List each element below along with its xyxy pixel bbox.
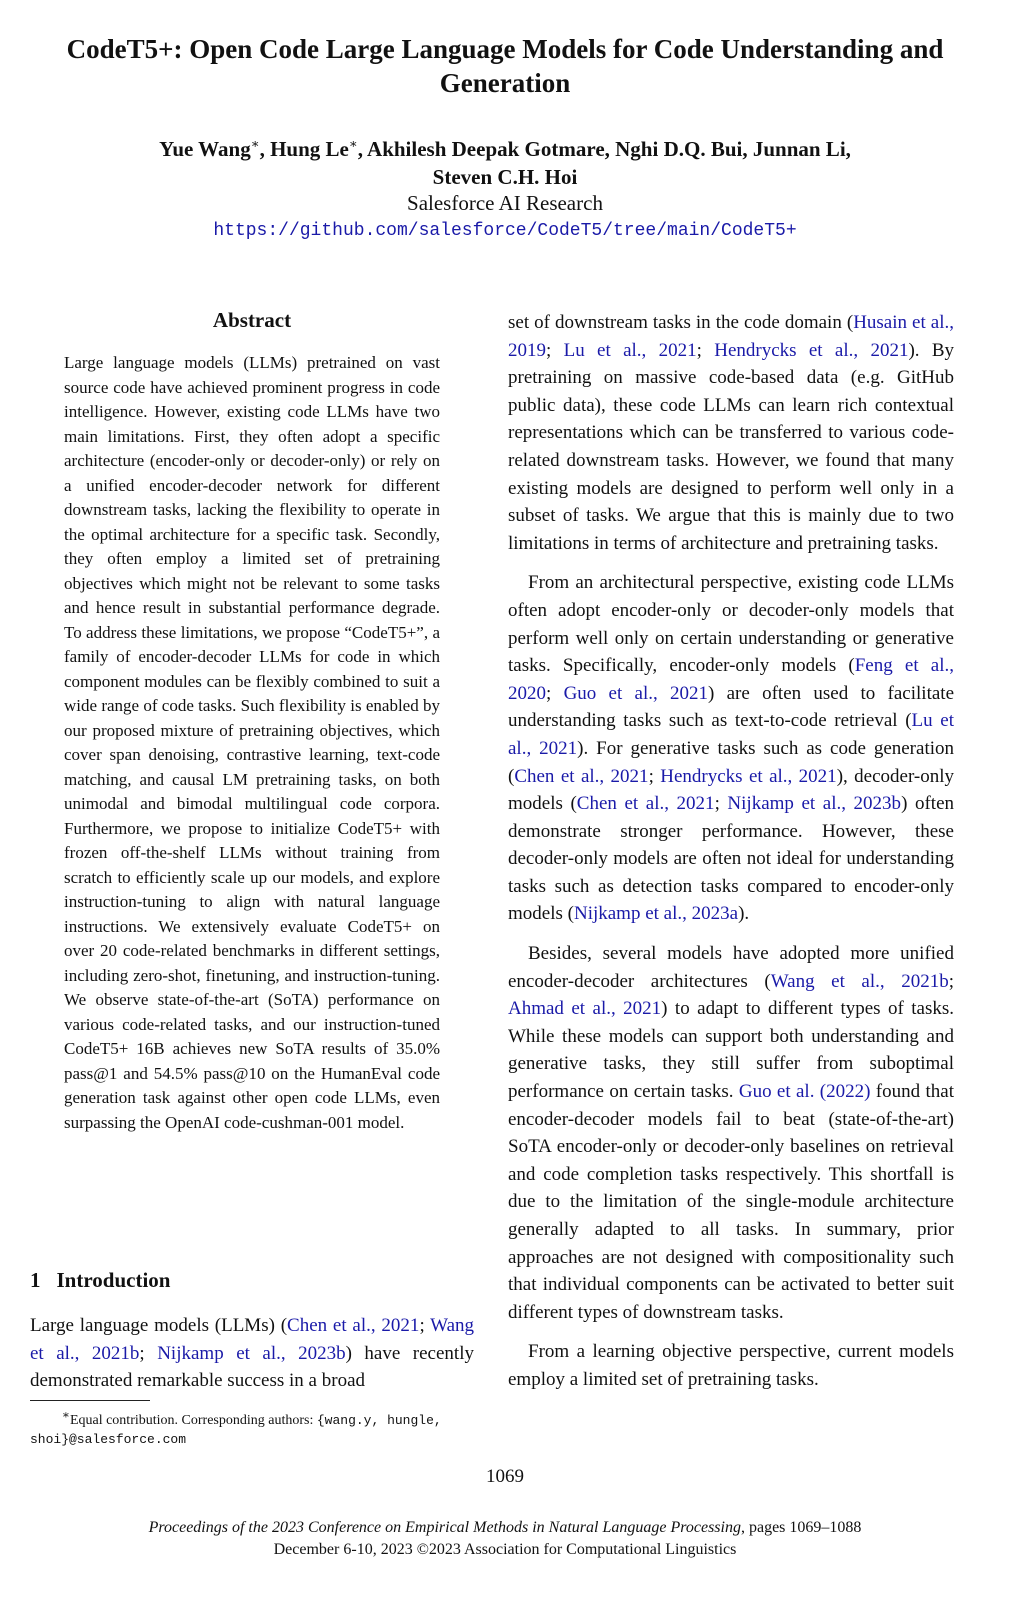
text-run: ) to adapt to different types of tasks. While these models can support both understanding and generative tasks, they still suffer from suboptimal performance on certain tasks.	[508, 998, 954, 1103]
footnote-emails: {wang.y, hungle, shoi}@salesforce.com	[30, 1412, 442, 1447]
text-run: ;	[648, 765, 661, 787]
text-run: Large language models (LLMs) (	[30, 1315, 288, 1336]
repo-link[interactable]: https://github.com/salesforce/CodeT5/tree/main/CodeT5+	[213, 221, 797, 241]
text-run: ) have recently demonstrated remarkable success in a broad	[30, 1342, 474, 1391]
citation-link[interactable]: Guo et al., 2021	[563, 682, 709, 704]
page-number: 1069	[486, 1466, 524, 1487]
text-run: found that encoder-decoder models fail to beat (state-of-the-art) SoTA encoder-only or decoder-only baselines on retrieval and code completion tasks respectively. This shortfall is due to the limitation of the single-module architecture generally adapted to all tasks. In summary, prior approaches are not designed with compositionality such that individual components can be activated to better suit different types of downstream tasks.	[508, 1081, 954, 1323]
text-run: ;	[546, 339, 564, 361]
abstract-text: Large language models (LLMs) pretrained on vast source code have achieved prominent progress in code intelligence. However, existing code LLMs have two main limitations. First, they often adopt a specific architecture (encoder-only or decoder-only) or rely on a unified encoder-decoder network for different downstream tasks, lacking the flexibility to operate in the optimal architecture for a specific task. Secondly, they often employ a limited set of pretraining objectives which might not be relevant to some tasks and hence result in substantial performance degrade. To address these limitations, we propose “CodeT5+”, a family of encoder-decoder LLMs for code in which component modules can be flexibly combined to suit a wide range of code tasks. Such flexibility is enabled by our proposed mixture of pretraining objectives, which cover span denoising, contrastive learning, text-code matching, and causal LM pretraining tasks, on both unimodal and bimodal multilingual code corpora. Furthermore, we propose to initialize CodeT5+ with frozen off-the-shelf LLMs without training from scratch to efficiently scale up our models, and explore instruction-tuning to align with natural language instructions. We extensively evaluate CodeT5+ on over 20 code-related benchmarks in different settings, including zero-shot, finetuning, and instruction-tuning. We observe state-of-the-art (SoTA) performance on various code-related tasks, and our instruction-tuned CodeT5+ 16B achieves new SoTA results of 35.0% pass@1 and 54.5% pass@10 on the HumanEval code generation task against other open code LLMs, even surpassing the OpenAI code-cushman-001 model.	[64, 353, 440, 1132]
text-run: Besides, several models have adopted more unified encoder-decoder architectures (	[508, 943, 954, 992]
citation-link[interactable]: Nijkamp et al., 2023b	[157, 1342, 346, 1364]
footnote-text: Equal contribution. Corresponding authors:	[69, 1412, 317, 1428]
citation-link[interactable]: Wang et al., 2021b	[770, 970, 949, 992]
section-title: Introduction	[56, 1268, 171, 1292]
text-run: ) are often used to facilitate understanding tasks such as text-to-code retrieval (	[508, 682, 955, 732]
citation-link[interactable]: Husain et al., 2019	[508, 312, 954, 361]
text-run: ;	[714, 793, 728, 815]
citation-link[interactable]: Lu et al., 2021	[563, 339, 697, 361]
citation-link[interactable]: Chen et al., 2021	[576, 793, 715, 815]
section-heading-introduction	[30, 1268, 170, 1293]
citation-link[interactable]: Nijkamp et al., 2023b	[727, 793, 902, 815]
proceedings-name: Proceedings of the 2023 Conference on Empirical Methods in Natural Language Processing	[148, 1519, 741, 1536]
abstract-heading: Abstract	[212, 308, 292, 332]
text-run: ), decoder-only models (	[508, 765, 955, 815]
author-list	[40, 130, 970, 191]
author-list-rest: , Akhilesh Deepak Gotmare, Nghi D.Q. Bui, Junnan Li,	[357, 137, 851, 161]
text-run: ;	[948, 970, 954, 992]
citation-link[interactable]: Hendrycks et al., 2021	[714, 339, 909, 361]
right-column	[508, 309, 954, 1406]
citation-link[interactable]: Lu et al., 2021	[508, 710, 954, 759]
affiliation: Salesforce AI Research	[407, 191, 603, 215]
text-run: ).	[738, 903, 750, 925]
text-run: ) often demonstrate stronger performance. However, these decoder-only models are often not ideal for understanding tasks such as detection tasks compared to encoder-only models (	[508, 793, 955, 925]
text-run: ;	[139, 1342, 158, 1364]
citation-link[interactable]: Guo et al. (2022)	[738, 1081, 871, 1103]
text-run: ). By pretraining on massive code-based data (e.g. GitHub public data), these code LLMs can learn rich contextual representations which can be transferred to various code-related downstream tasks. However, we found that many existing models are designed to perform well only in a subset of tasks. We argue that this is mainly due to two limitations in terms of architecture and pretraining tasks.	[508, 339, 955, 554]
paragraph: From a learning objective perspective, current models employ a limited set of pretraining tasks.	[508, 1341, 954, 1390]
citation-link[interactable]: Chen et al., 2021	[514, 765, 649, 787]
citation-link[interactable]: Nijkamp et al., 2023a	[573, 903, 739, 925]
citation-link[interactable]: Hendrycks et al., 2021	[660, 765, 837, 787]
equal-contrib-mark: ∗	[348, 136, 358, 151]
text-run: set of downstream tasks in the code domain (	[508, 312, 854, 333]
section-number: 1	[30, 1268, 41, 1292]
paper-title: CodeT5+: Open Code Large Language Models for Code Understanding and Generation	[66, 34, 944, 98]
text-run: ;	[419, 1315, 431, 1336]
equal-contrib-mark: ∗	[250, 136, 260, 151]
footnote	[30, 1405, 480, 1449]
citation-link[interactable]: Feng et al., 2020	[508, 655, 954, 704]
footnote-rule	[30, 1400, 150, 1401]
proceedings-footer	[0, 1517, 1010, 1561]
paragraph	[508, 309, 954, 557]
footnote-mark: ∗	[62, 1408, 70, 1421]
citation-link[interactable]: Ahmad et al., 2021	[508, 998, 662, 1020]
text-run: ;	[696, 339, 715, 361]
citation-link[interactable]: Chen et al., 2021	[287, 1315, 420, 1336]
citation-link[interactable]: Wang et al., 2021b	[30, 1315, 475, 1364]
author-hung-le: , Hung Le	[259, 137, 349, 161]
text-run: ;	[546, 682, 564, 704]
proceedings-date-copyright: December 6-10, 2023 ©2023 Association for Computational Linguistics	[273, 1541, 737, 1558]
paragraph	[508, 940, 954, 1326]
paragraph	[508, 569, 954, 928]
proceedings-pages: , pages 1069–1088	[740, 1519, 862, 1536]
text-run: From an architectural perspective, existing code LLMs often adopt encoder-only or decoder-only models that perform well only on certain understanding or generative tasks. Specifically, encoder-only models (	[508, 572, 954, 677]
intro-paragraph-left	[30, 1312, 474, 1395]
author-list-line2: Steven C.H. Hoi	[432, 165, 578, 189]
author-yue-wang: Yue Wang	[159, 137, 251, 161]
text-run: ). For generative tasks such as code generation (	[508, 737, 954, 787]
